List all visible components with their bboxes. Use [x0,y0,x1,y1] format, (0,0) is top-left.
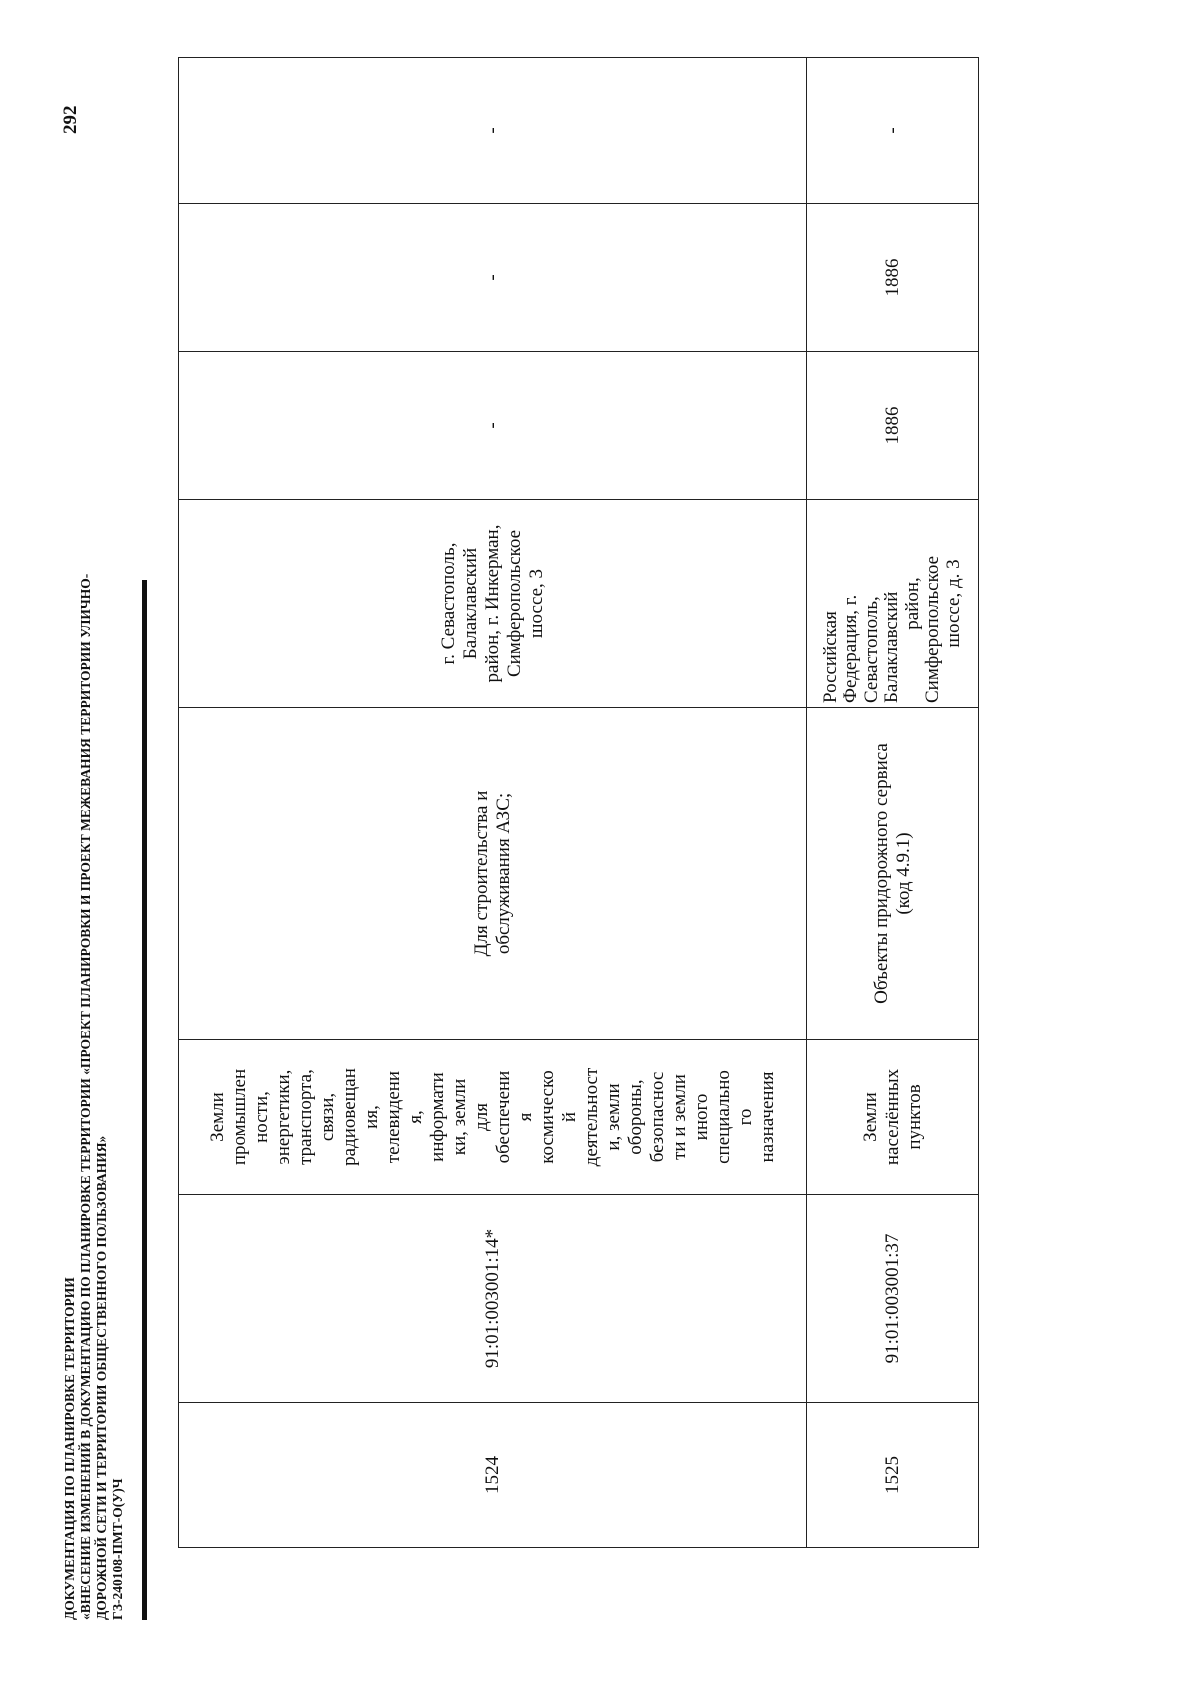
address-cell: г. Севастополь, Балаклавский район, г. Инкерман, Симферопольское шоссе, 3 [179,500,807,708]
area-cell: - [179,352,807,500]
permitted-use-cell: Объекты придорожного сервиса (код 4.9.1) [807,708,979,1040]
cadastral-number-cell: 91:01:003001:37 [807,1195,979,1403]
header-rule [142,580,147,1620]
table-row [807,58,979,1548]
header-line-3: ДОРОЖНОЙ СЕТИ И ТЕРРИТОРИИ ОБЩЕСТВЕННОГО ПОЛЬЗОВАНИЯ» [94,1135,109,1620]
permitted-use-cell: Для строительства и обслуживания АЗС; [179,708,807,1040]
area-cell: 1886 [807,352,979,500]
area-cell: - [179,204,807,352]
address-cell: Российская Федерация, г. Севастополь, Балаклавский район, Симферопольское шоссе, д. 3 [807,500,979,708]
table-row [179,58,807,1548]
header-line-2: «ВНЕСЕНИЕ ИЗМЕНЕНИЙ В ДОКУМЕНТАЦИЮ ПО ПЛАНИРОВКЕ ТЕРРИТОРИИ «ПРОЕКТ ПЛАНИРОВКИ И ПРОЕКТ МЕЖЕВАНИЯ ТЕРРИТОРИИ УЛИЧНО- [78,573,93,1620]
area-cell: 1886 [807,204,979,352]
area-cell: - [179,58,807,204]
document-header [62,60,126,1620]
header-line-4: ГЗ-240108-ПМТ-О(У)Ч [110,1478,125,1620]
row-number-cell: 1525 [807,1403,979,1548]
header-line-1: ДОКУМЕНТАЦИЯ ПО ПЛАНИРОВКЕ ТЕРРИТОРИИ [62,1277,77,1620]
land-category-cell: Земли промышлен ности, энергетики, транспорта, связи, радиовещан ия, телевидени я, информати ки, земли для обеспечени я космическо й деятельност и, земли обороны, безопаснос ти и земли иного специально го назначения [179,1040,807,1195]
land-category-cell: Земли населённых пунктов [807,1040,979,1195]
page-number: 292 [60,105,81,134]
row-number-cell: 1524 [179,1403,807,1548]
land-plots-table [178,57,979,1548]
area-cell: - [807,58,979,204]
cadastral-number-cell: 91:01:003001:14* [179,1195,807,1403]
